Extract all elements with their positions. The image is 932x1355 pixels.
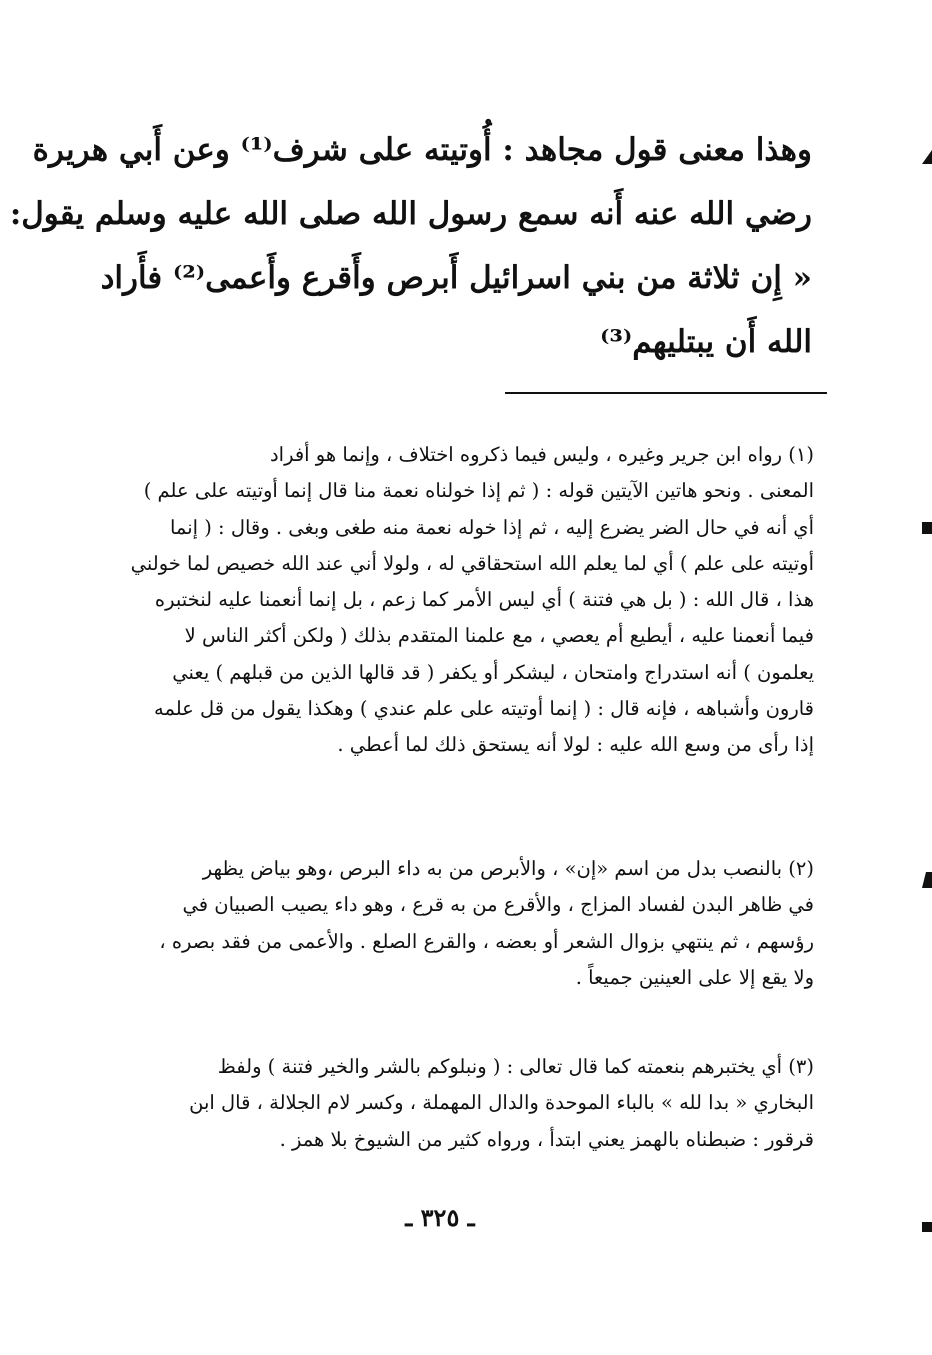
footnote-line: ولا يقع إلا على العينين جميعاً . [575,965,814,989]
main-text-line: « إِن ثلاثة من بني اسرائيل أَبرص وأَقرع وأَعمى⁽²⁾ فأَراد [100,260,812,296]
footnote-line: قرقور : ضبطناه بالهمز يعني ابتدأ ، ورواه كثير من الشيوخ بلا همز . [279,1127,814,1151]
footnote-line: أي أنه في حال الضر يضرع إليه ، ثم إذا خوله نعمة منه طغى وبغى . وقال : ( إنما [169,515,814,539]
footnote-line: أوتيته على علم ) أي لما يعلم الله استحقاقي له ، ولولا أني عند الله خصيص لما خولني [130,551,814,575]
page-number: ـ ٣٢٥ ـ [405,1203,475,1232]
main-text-line: الله أَن يبتليهم⁽³⁾ [600,324,812,360]
main-text-line: رضي الله عنه أَنه سمع رسول الله صلى الله عليه وسلم يقول: [9,196,812,232]
footnote-2 [96,851,814,996]
footnote-line: رؤسهم ، ثم ينتهي بزوال الشعر أو بعضه ، والقرع الصلع . والأعمى من فقد بصره ، [159,929,814,953]
footnote-line: (٣) أي يختبرهم بنعمته كما قال تعالى : ( ونبلوكم بالشر والخير فتنة ) ولفظ [217,1055,814,1078]
footnote-line: (١) رواه ابن جرير وغيره ، وليس فيما ذكروه اختلاف ، وإنما هو أفراد [269,443,814,466]
main-text-line: وهذا معنى قول مجاهد : أُوتيته على شرف⁽¹⁾ وعن أَبي هريرة [32,132,812,168]
footnote-line: قارون وأشباهه ، فإنه قال : ( إنما أوتيته على علم عندي ) وهكذا يقول من قل علمه [153,697,814,721]
footnote-line: هذا ، قال الله : ( بل هي فتنة ) أي ليس الأمر كما زعم ، بل إنما أنعمنا عليه لنختبره [154,588,814,612]
footnote-line: يعلمون ) أنه استدراج وامتحان ، ليشكر أو يكفر ( قد قالها الذين من قبلهم ) يعني [172,660,814,684]
footnote-line: البخاري « بدا لله » بالباء الموحدة والدال المهملة ، وكسر لام الجلالة ، قال ابن [189,1091,814,1115]
footnote-line: فيما أنعمنا عليه ، أيطيع أم يعصي ، مع علمنا المتقدم بذلك ( ولكن أكثر الناس لا [184,624,814,648]
margin-scan-mark [922,872,932,888]
footnote-3 [96,1049,814,1158]
footnote-line: (٢) بالنصب بدل من اسم «إن» ، والأبرص من به داء البرص ،وهو بياض يظهر [202,857,814,880]
margin-scan-mark [922,150,932,164]
footnote-1 [96,437,814,764]
footnote-line: إذا رأى من وسع الله عليه : لولا أنه يستحق ذلك لما أعطي . [337,733,814,757]
footnote-divider [505,392,827,394]
main-text-block [9,118,812,374]
margin-scan-mark [922,1222,932,1232]
margin-scan-mark [922,522,932,534]
footnote-line: في ظاهر البدن لفساد المزاج ، والأقرع من به قرع ، وهو داء يصيب الصبيان في [182,893,814,917]
footnote-line: المعنى . ونحو هاتين الآيتين قوله : ( ثم إذا خولناه نعمة منا قال إنما أوتيته على علم ) [143,479,814,503]
